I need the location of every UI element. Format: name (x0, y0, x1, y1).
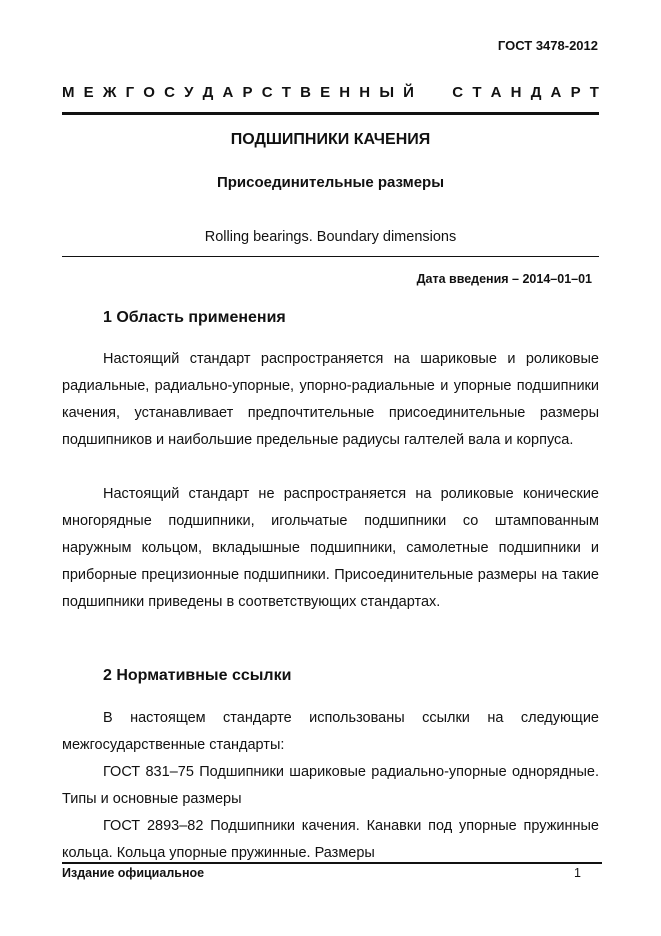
heading-letter: Д (202, 84, 214, 101)
reference-item: ГОСТ 831–75 Подшипники шариковые радиально-упорные однорядные. Типы и основные размеры (62, 764, 599, 807)
document-subtitle: Присоединительные размеры (216, 174, 445, 191)
header-divider (62, 112, 599, 115)
heading-letter: Т (589, 84, 599, 101)
heading-letter: О (143, 84, 155, 101)
heading-letter: Т (472, 84, 482, 101)
heading-word-gap (423, 84, 443, 101)
english-title: Rolling bearings. Boundary dimensions (204, 229, 457, 245)
heading-letter: Т (281, 84, 291, 101)
heading-letter: Г (125, 84, 135, 101)
heading-letter: М (62, 84, 75, 101)
heading-letter: У (184, 84, 194, 101)
heading-letter: С (452, 84, 464, 101)
heading-letter: А (222, 84, 234, 101)
heading-letter: Д (530, 84, 542, 101)
edition-label: Издание официальное (62, 866, 205, 880)
section-heading-references: 2 Нормативные ссылки (103, 667, 292, 684)
heading-letter: Ы (379, 84, 394, 101)
section-heading-scope: 1 Область применения (103, 309, 286, 326)
paragraph: Настоящий стандарт не распространяется на роликовые конические многорядные подшипники, игольчатые подшипники со штампованным наружным кольцом, вкладышные подшипники, самолетные подшипники и приборные прецизионные подшипники. Присоединительные размеры на такие подшипники приведены в соответствующих стандартах. (62, 486, 599, 610)
title-divider (62, 256, 599, 257)
heading-letter: В (300, 84, 311, 101)
heading-letter: Р (570, 84, 581, 101)
document-code: ГОСТ 3478-2012 (497, 38, 598, 53)
introduction-date: Дата введения – 2014–01–01 (416, 272, 592, 286)
heading-letter: Е (83, 84, 94, 101)
heading-letter: Й (403, 84, 414, 101)
heading-letter: А (490, 84, 502, 101)
heading-letter: А (550, 84, 562, 101)
heading-letter: С (261, 84, 273, 101)
heading-letter: Н (510, 84, 522, 101)
reference-item: ГОСТ 2893–82 Подшипники качения. Канавки под упорные пружинные кольца. Кольца упорные пружинные. Размеры (62, 818, 599, 861)
heading-letter: С (164, 84, 175, 101)
heading-letter: Р (242, 84, 253, 101)
page-number: 1 (574, 866, 581, 880)
heading-letter: Е (320, 84, 331, 101)
interstate-standard-heading (62, 84, 599, 101)
heading-letter: Н (339, 84, 351, 101)
footer-divider (62, 862, 602, 864)
heading-letter: Ж (102, 84, 117, 101)
heading-letter: Н (359, 84, 371, 101)
paragraph: В настоящем стандарте использованы ссылки на следующие межгосударственные стандарты: (62, 710, 599, 753)
paragraph: Настоящий стандарт распространяется на шариковые и роликовые радиальные, радиально-упорные, упорно-радиальные и упорные подшипники качения, устанавливает предпочтительные присоединительные размеры подшипников и наибольшие предельные радиусы галтелей вала и корпуса. (62, 351, 599, 448)
document-title: ПОДШИПНИКИ КАЧЕНИЯ (230, 131, 431, 148)
